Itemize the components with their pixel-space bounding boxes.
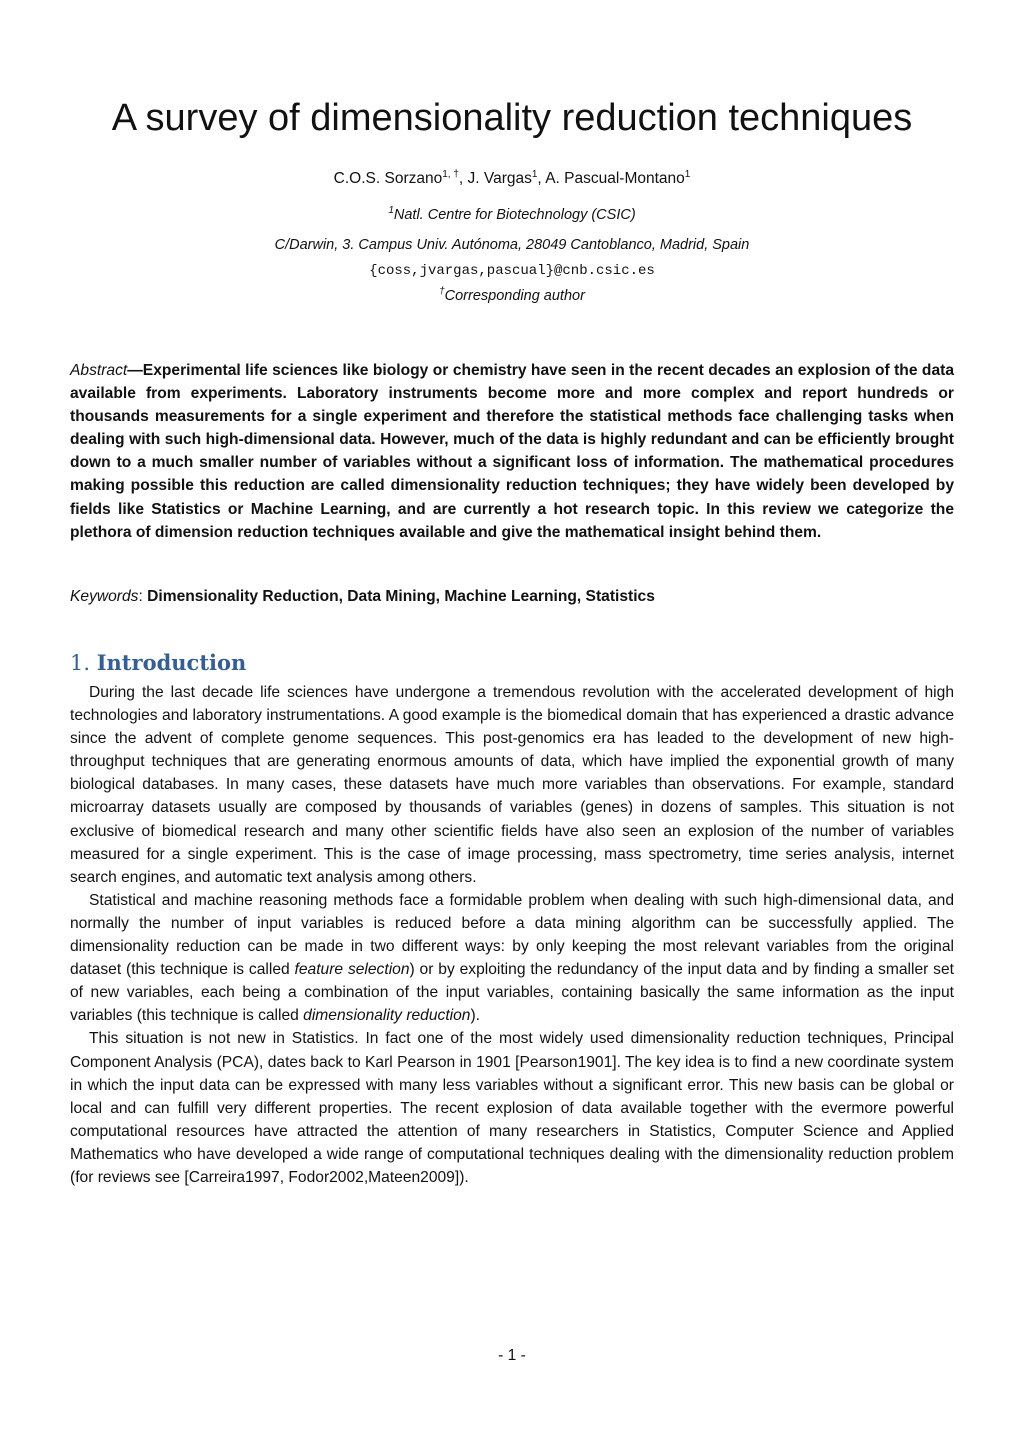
corresponding-author-note <box>60 285 964 307</box>
emphasized-term: dimensionality reduction <box>303 1007 471 1025</box>
author-affiliation-marker: 1 <box>531 168 538 180</box>
author-affiliation-marker: 1 <box>684 168 691 180</box>
keywords-label: Keywords <box>70 588 139 605</box>
author-name: J. Vargas <box>467 170 532 187</box>
affiliation-address: C/Darwin, 3. Campus Univ. Autónoma, 28049 Cantoblanco, Madrid, Spain <box>274 237 750 253</box>
affiliation-marker: 1 <box>388 205 394 217</box>
author-separator: , <box>537 170 546 187</box>
author-name: C.O.S. Sorzano <box>333 170 443 187</box>
keywords <box>70 585 954 608</box>
section-title: Introduction <box>96 650 247 675</box>
paragraph-text: Statistical and machine reasoning methods face a formidable problem when dealing with such high-dimensional data, and normally the number of input variables is reduced before a data mining algorithm can be successfully applied. The dimensionality reduction can be made in two different ways: by only keeping the most relevant variables from the original dataset (this technique is called <box>70 891 954 979</box>
introduction-body <box>70 681 954 1189</box>
corresponding-author-label: Corresponding author <box>444 288 585 304</box>
page-number: - 1 - <box>498 1347 526 1364</box>
author-name: A. Pascual-Montano <box>545 170 685 187</box>
keywords-list: Dimensionality Reduction, Data Mining, Machine Learning, Statistics <box>147 588 655 605</box>
keywords-colon: : <box>138 588 148 605</box>
paper-title: A survey of dimensionality reduction techniques <box>111 97 913 139</box>
paragraph-text: ) or by exploiting the redundancy of the input data and by finding a smaller set of new variables, each being a combination of the input variables, containing basically the same information as the input variables (this technique is called <box>70 961 954 1025</box>
paragraph: During the last decade life sciences have undergone a tremendous revolution with the accelerated development of high technologies and laboratory instrumentations. A good example is the biomedical domain that has experienced a drastic advance since the advent of complete genome sequences. This post-genomics era has leaded to the development of new high-throughput techniques that are generating enormous amounts of data, which have implied the exponential growth of many biological databases. In many cases, these datasets have much more variables than observations. For example, standard microarray datasets usually are composed by thousands of variables (genes) in dozens of samples. This situation is not exclusive of biomedical research and many other scientific fields have also seen an explosion of the number of variables measured for a single experiment. This is the case of image processing, mass spectrometry, time series analysis, internet search engines, and automatic text analysis among others. <box>70 684 954 886</box>
section-number: 1. <box>70 651 97 675</box>
corresponding-author-marker: † <box>439 286 445 298</box>
abstract-dash: — <box>127 362 143 379</box>
abstract-label: Abstract <box>70 362 128 379</box>
abstract <box>70 359 954 544</box>
author-affiliation-marker: 1, † <box>442 168 459 180</box>
paragraph <box>70 889 954 1028</box>
section-heading-introduction <box>70 648 246 678</box>
abstract-text: Experimental life sciences like biology or chemistry have seen in the recent decades an explosion of the data available from experiments. Laboratory instruments become more and more complex and report hundreds or thousands measurements for a single experiment and therefore the statistical methods face challenging tasks when dealing with such high-dimensional data. However, much of the data is highly redundant and can be efficiently brought down to a much smaller number of variables without a significant loss of information. The mathematical procedures making possible this reduction are called dimensionality reduction techniques; they have widely been developed by fields like Statistics or Machine Learning, and are currently a hot research topic. In this review we categorize the plethora of dimension reduction techniques available and give the mathematical insight behind them. <box>70 362 954 541</box>
emphasized-term: feature selection <box>294 961 410 979</box>
author-emails: {coss,jvargas,pascual}@cnb.csic.es <box>369 263 655 279</box>
author-separator: , <box>458 170 468 187</box>
paragraph: This situation is not new in Statistics. In fact one of the most widely used dimensionality reduction techniques, Principal Component Analysis (PCA), dates back to Karl Pearson in 1901 [Pearson1901]. The key idea is to find a new coordinate system in which the input data can be expressed with many less variables without a significant error. This new basis can be global or local and can fulfill very different properties. The recent explosion of data available together with the evermore powerful computational resources have attracted the attention of many researchers in Statistics, Computer Science and Applied Mathematics who have developed a wide range of computational techniques dealing with the dimensionality reduction problem (for reviews see [Carreira1997, Fodor2002,Mateen2009]). <box>70 1030 954 1186</box>
affiliation <box>60 204 964 226</box>
paragraph-text: ). <box>470 1007 480 1025</box>
affiliation-name: Natl. Centre for Biotechnology (CSIC) <box>393 207 636 223</box>
author-list <box>60 168 964 190</box>
